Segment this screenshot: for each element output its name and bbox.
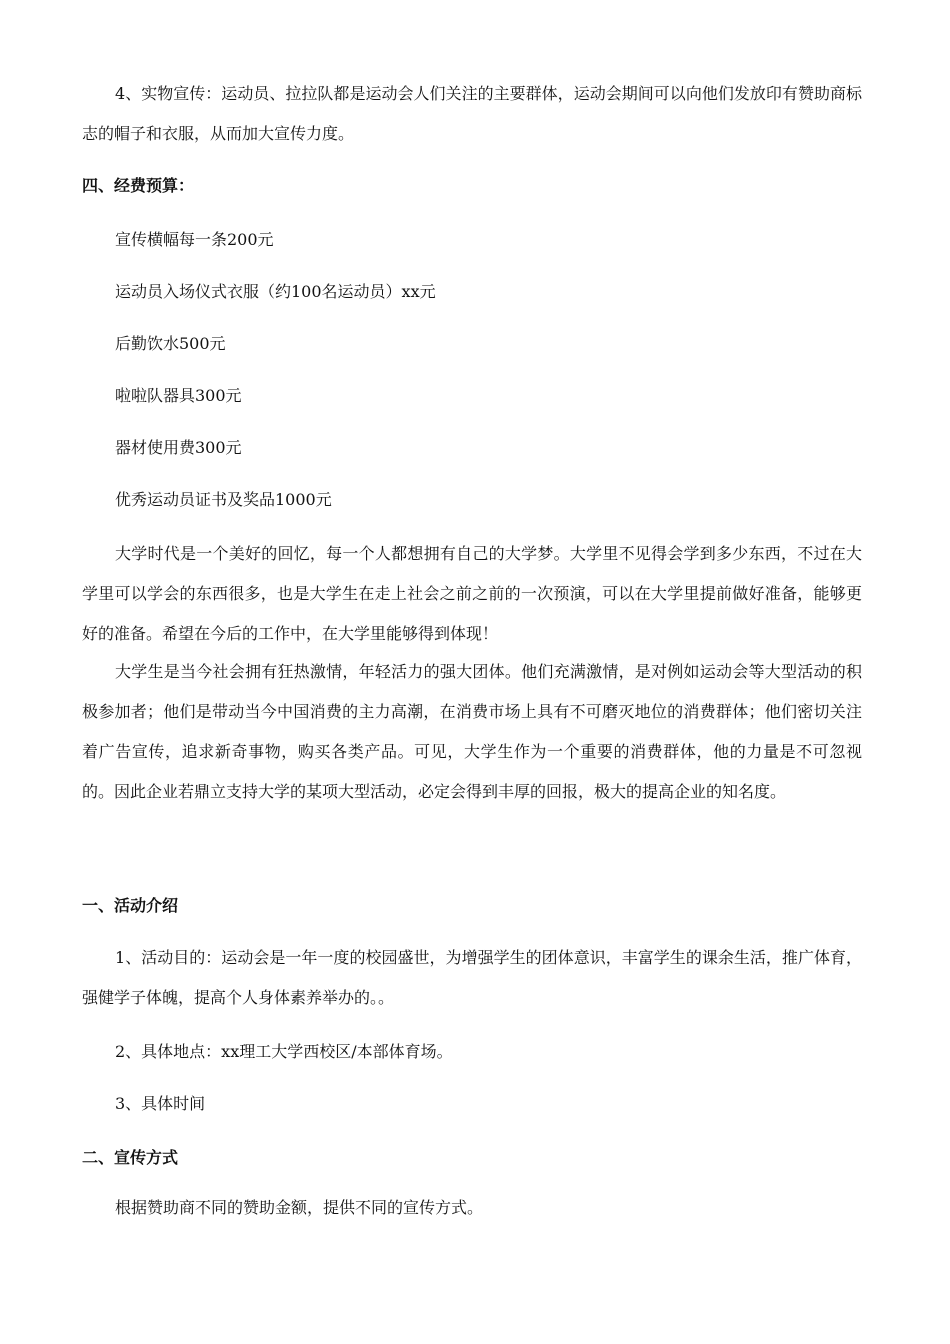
- heading-budget: 四、经费预算：: [82, 176, 195, 195]
- paragraph-activity-purpose: 1、活动目的：运动会是一年一度的校园盛世，为增强学生的团体意识，丰富学生的课余生活，推广体育，强健学子体魄，提高个人身体素养举办的。。: [82, 948, 862, 1007]
- budget-item-awards: 优秀运动员证书及奖品1000元: [115, 490, 332, 509]
- budget-item-water: 后勤饮水500元: [115, 334, 226, 353]
- paragraph-physical-promotion: 4、实物宣传：运动员、拉拉队都是运动会人们关注的主要群体，运动会期间可以向他们发放印有赞助商标志的帽子和衣服，从而加大宣传力度。: [82, 84, 862, 143]
- paragraph-college-memory: 大学时代是一个美好的回忆，每一个人都想拥有自己的大学梦。大学里不见得会学到多少东西，不过在大学里可以学会的东西很多，也是大学生在走上社会之前之前的一次预演，可以在大学里提前做好准备，能够更好的准备。希望在今后的工作中，在大学里能够得到体现！: [82, 544, 862, 643]
- paragraph-promotion-methods: 根据赞助商不同的赞助金额，提供不同的宣传方式。: [115, 1198, 484, 1217]
- budget-item-uniforms: 运动员入场仪式衣服（约100名运动员）xx元: [115, 282, 436, 301]
- paragraph-students-group: 大学生是当今社会拥有狂热激情，年轻活力的强大团体。他们充满激情，是对例如运动会等大型活动的积极参加者；他们是带动当今中国消费的主力高潮，在消费市场上具有不可磨灭地位的消费群体；他们密切关注着广告宣传，追求新奇事物，购买各类产品。可见，大学生作为一个重要的消费群体，他的力量是不可忽视的。因此企业若鼎立支持大学的某项大型活动，必定会得到丰厚的回报，极大的提高企业的知名度。: [82, 662, 862, 801]
- budget-item-cheerleading: 啦啦队器具300元: [115, 386, 242, 405]
- heading-promotion-methods: 二、宣传方式: [82, 1148, 179, 1167]
- budget-item-equipment: 器材使用费300元: [115, 438, 242, 457]
- heading-activity-intro: 一、活动介绍: [82, 896, 179, 915]
- budget-item-banner: 宣传横幅每一条200元: [115, 230, 274, 249]
- paragraph-time: 3、具体时间: [115, 1094, 206, 1113]
- paragraph-location: 2、具体地点：xx理工大学西校区/本部体育场。: [115, 1042, 453, 1061]
